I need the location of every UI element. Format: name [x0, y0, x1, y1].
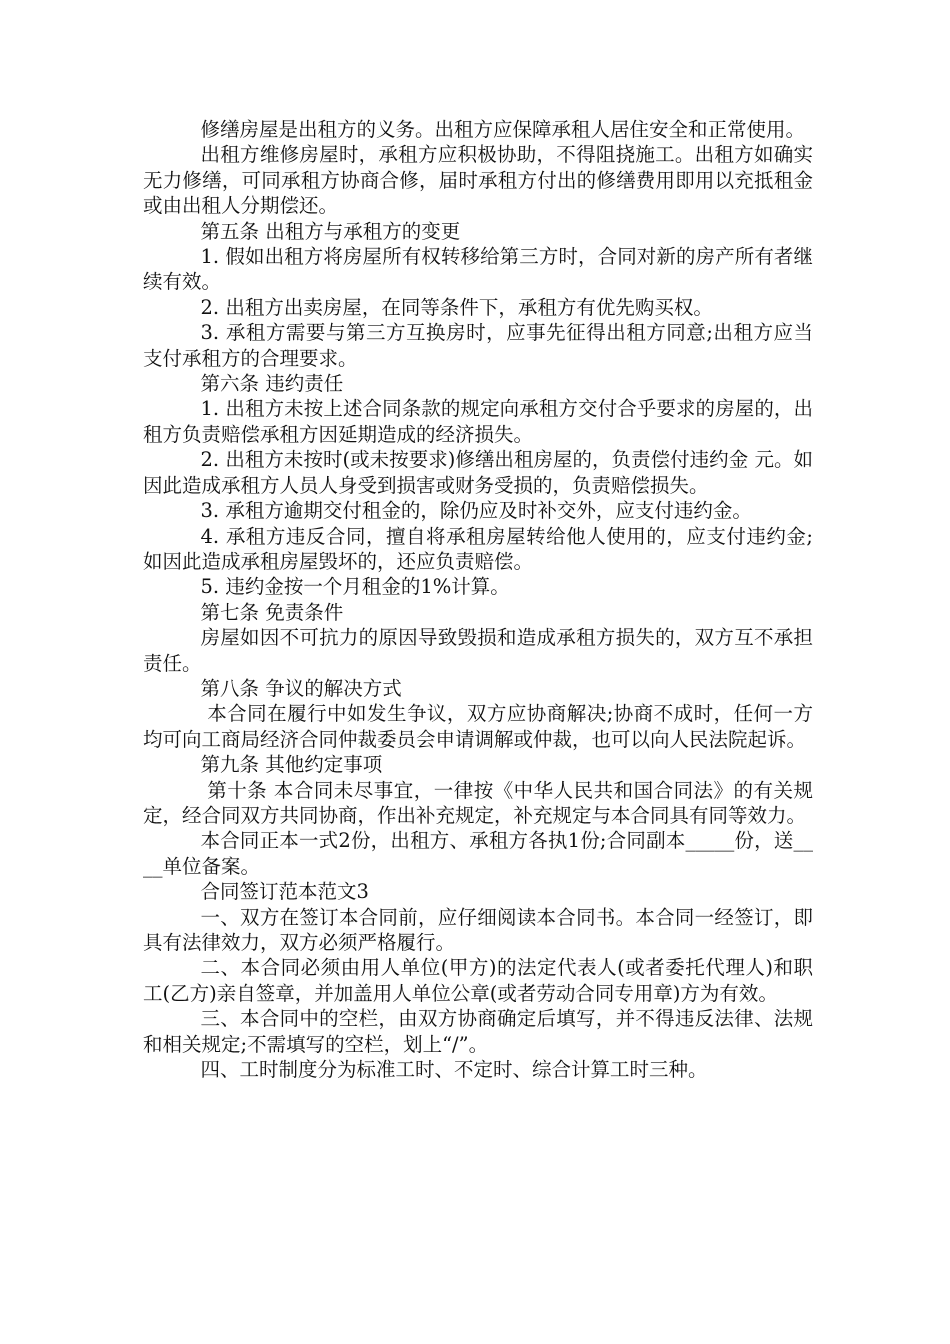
document-body: [143, 117, 813, 1082]
paragraph: 二、本合同必须由用人单位(甲方)的法定代表人(或者委托代理人)和职工(乙方)亲自签章，并加盖用人单位公章(或者劳动合同专用章)方为有效。: [143, 956, 813, 1005]
paragraph: 本合同正本一式2份，出租方、承租方各执1份;合同副本_____份，送____单位备案。: [143, 829, 813, 878]
paragraph: 4. 承租方违反合同，擅自将承租房屋转给他人使用的，应支付违约金;如因此造成承租房屋毁坏的，还应负责赔偿。: [143, 524, 813, 573]
paragraph: 出租方维修房屋时，承租方应积极协助，不得阻挠施工。出租方如确实无力修缮，可同承租方协商合修，届时承租方付出的修缮费用即用以充抵租金或由出租人分期偿还。: [143, 143, 813, 218]
paragraph: 5. 违约金按一个月租金的1%计算。: [200, 575, 510, 599]
paragraph: 三、本合同中的空栏，由双方协商确定后填写，并不得违反法律、法规和相关规定;不需填写的空栏，划上“/”。: [143, 1007, 813, 1056]
paragraph: 一、双方在签订本合同前，应仔细阅读本合同书。本合同一经签订，即具有法律效力，双方必须严格履行。: [143, 905, 813, 954]
section-heading: 合同签订范本范文3: [200, 880, 369, 904]
paragraph: 3. 承租方逾期交付租金的，除仍应及时补交外，应支付违约金。: [200, 499, 752, 523]
paragraph: 3. 承租方需要与第三方互换房时，应事先征得出租方同意;出租方应当支付承租方的合理要求。: [143, 321, 813, 370]
section-heading: 第六条 违约责任: [200, 372, 344, 396]
paragraph: 本合同在履行中如发生争议，双方应协商解决;协商不成时，任何一方均可向工商局经济合同仲裁委员会申请调解或仲裁，也可以向人民法院起诉。: [143, 702, 814, 751]
paragraph: 第十条 本合同未尽事宜，一律按《中华人民共和国合同法》的有关规定，经合同双方共同协商，作出补充规定，补充规定与本合同具有同等效力。: [143, 778, 813, 827]
paragraph: 2. 出租方出卖房屋，在同等条件下，承租方有优先购买权。: [200, 295, 713, 319]
paragraph: 2. 出租方未按时(或未按要求)修缮出租房屋的，负责偿付违约金 元。如因此造成承租方人员人身受到损害或财务受损的，负责赔偿损失。: [143, 448, 813, 497]
section-heading: 第九条 其他约定事项: [200, 753, 383, 777]
section-heading: 第五条 出租方与承租方的变更: [200, 219, 461, 243]
section-heading: 第八条 争议的解决方式: [200, 676, 402, 700]
section-heading: 第七条 免责条件: [200, 600, 344, 624]
paragraph: 修缮房屋是出租方的义务。出租方应保障承租人居住安全和正常使用。: [200, 118, 806, 141]
paragraph: 1. 假如出租方将房屋所有权转移给第三方时，合同对新的房产所有者继续有效。: [143, 245, 813, 294]
paragraph: 1. 出租方未按上述合同条款的规定向承租方交付合乎要求的房屋的，出租方负责赔偿承租方因延期造成的经济损失。: [143, 397, 813, 446]
paragraph: 房屋如因不可抗力的原因导致毁损和造成承租方损失的，双方互不承担责任。: [143, 626, 813, 675]
paragraph: 四、工时制度分为标准工时、不定时、综合计算工时三种。: [200, 1058, 708, 1082]
